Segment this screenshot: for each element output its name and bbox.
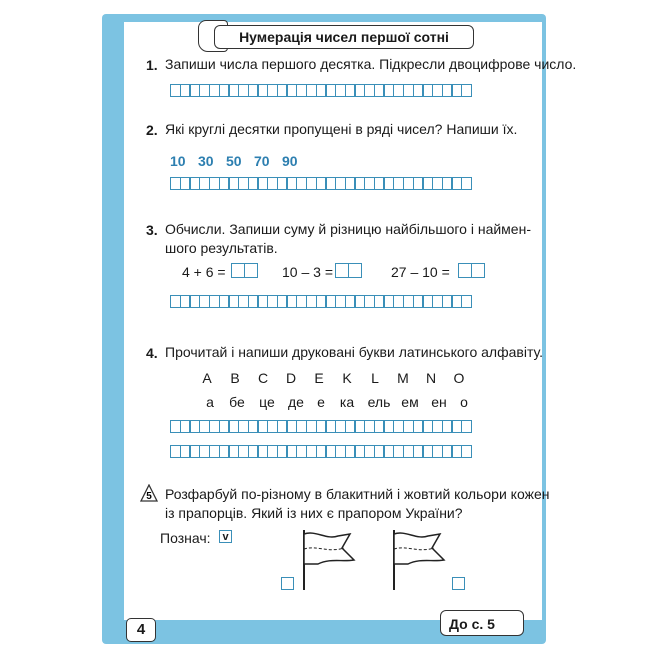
mark-label: Познач:	[160, 530, 211, 546]
task-4-text: Прочитай і напиши друковані букви латинського алфавіту.	[165, 344, 544, 360]
answer-box-3[interactable]	[458, 263, 483, 278]
latin-letter: M	[397, 370, 409, 386]
grid-cell[interactable]	[461, 295, 472, 308]
task-5-badge-icon	[140, 484, 158, 502]
grid-cell[interactable]	[461, 84, 472, 97]
task-3-text-line-2: шого результатів.	[165, 240, 278, 256]
letter-name: ель	[367, 394, 391, 410]
letter-name: е	[317, 394, 325, 410]
expression-2: 10 – 3 =	[282, 264, 333, 280]
latin-letter: N	[425, 370, 437, 386]
task-2-number: 2.	[146, 122, 158, 138]
latin-letter: L	[371, 370, 379, 386]
task-2-grid[interactable]	[170, 177, 471, 190]
flag-icon[interactable]	[388, 528, 460, 592]
task-3-text-line-1: Обчисли. Запиши суму й різницю найбільшого і наймен-	[165, 221, 531, 237]
latin-letter: K	[342, 370, 352, 386]
latin-letter: B	[230, 370, 240, 386]
answer-box-2[interactable]	[335, 263, 360, 278]
sequence-number: 50	[226, 153, 242, 169]
grid-cell[interactable]	[461, 177, 472, 190]
page-title: Нумерація чисел першої сотні	[214, 25, 474, 49]
letter-name: ка	[339, 394, 355, 410]
task-5-text-line-2: із прапорців. Який із них є прапором України?	[165, 505, 463, 521]
letter-name: ен	[431, 394, 447, 410]
number-sequence	[170, 153, 310, 169]
answer-box-1[interactable]	[231, 263, 256, 278]
task-5-number: 5	[146, 491, 152, 502]
page-number: 4	[126, 618, 156, 642]
letter-name: о	[460, 394, 468, 410]
latin-letter: O	[453, 370, 465, 386]
task-4-number: 4.	[146, 345, 158, 361]
task-2-text: Які круглі десятки пропущені в ряді чисел? Напиши їх.	[165, 121, 518, 137]
latin-letter: A	[202, 370, 212, 386]
sequence-number: 10	[170, 153, 186, 169]
task-3-grid[interactable]	[170, 295, 471, 308]
latin-letters	[193, 370, 473, 386]
task-4-grid-1[interactable]	[170, 420, 471, 433]
letter-name: а	[206, 394, 214, 410]
task-5-text-line-1: Розфарбуй по-різному в блакитний і жовтий кольори кожен	[165, 486, 550, 502]
latin-letter: D	[285, 370, 297, 386]
flag-icon[interactable]	[298, 528, 370, 592]
expression-1: 4 + 6 =	[182, 264, 226, 280]
mark-sample-box: v	[219, 530, 232, 543]
latin-letter: E	[314, 370, 324, 386]
latin-letter: C	[257, 370, 269, 386]
expression-3: 27 – 10 =	[391, 264, 450, 280]
task-1-text: Запиши числа першого десятка. Підкресли двоцифрове число.	[165, 56, 577, 72]
letter-name: де	[288, 394, 304, 410]
letter-name: це	[259, 394, 275, 410]
page-reference: До с. 5	[440, 610, 524, 636]
flag-2-checkbox[interactable]	[452, 577, 465, 590]
sequence-number: 70	[254, 153, 270, 169]
task-4-grid-2[interactable]	[170, 445, 471, 458]
task-3-number: 3.	[146, 222, 158, 238]
task-1-grid[interactable]	[170, 84, 471, 97]
letter-names	[198, 394, 474, 410]
sequence-number: 90	[282, 153, 298, 169]
sequence-number: 30	[198, 153, 214, 169]
grid-cell[interactable]	[461, 445, 472, 458]
letter-name: ем	[401, 394, 419, 410]
letter-name: бе	[229, 394, 245, 410]
task-1-number: 1.	[146, 57, 158, 73]
flag-1-checkbox[interactable]	[281, 577, 294, 590]
grid-cell[interactable]	[461, 420, 472, 433]
